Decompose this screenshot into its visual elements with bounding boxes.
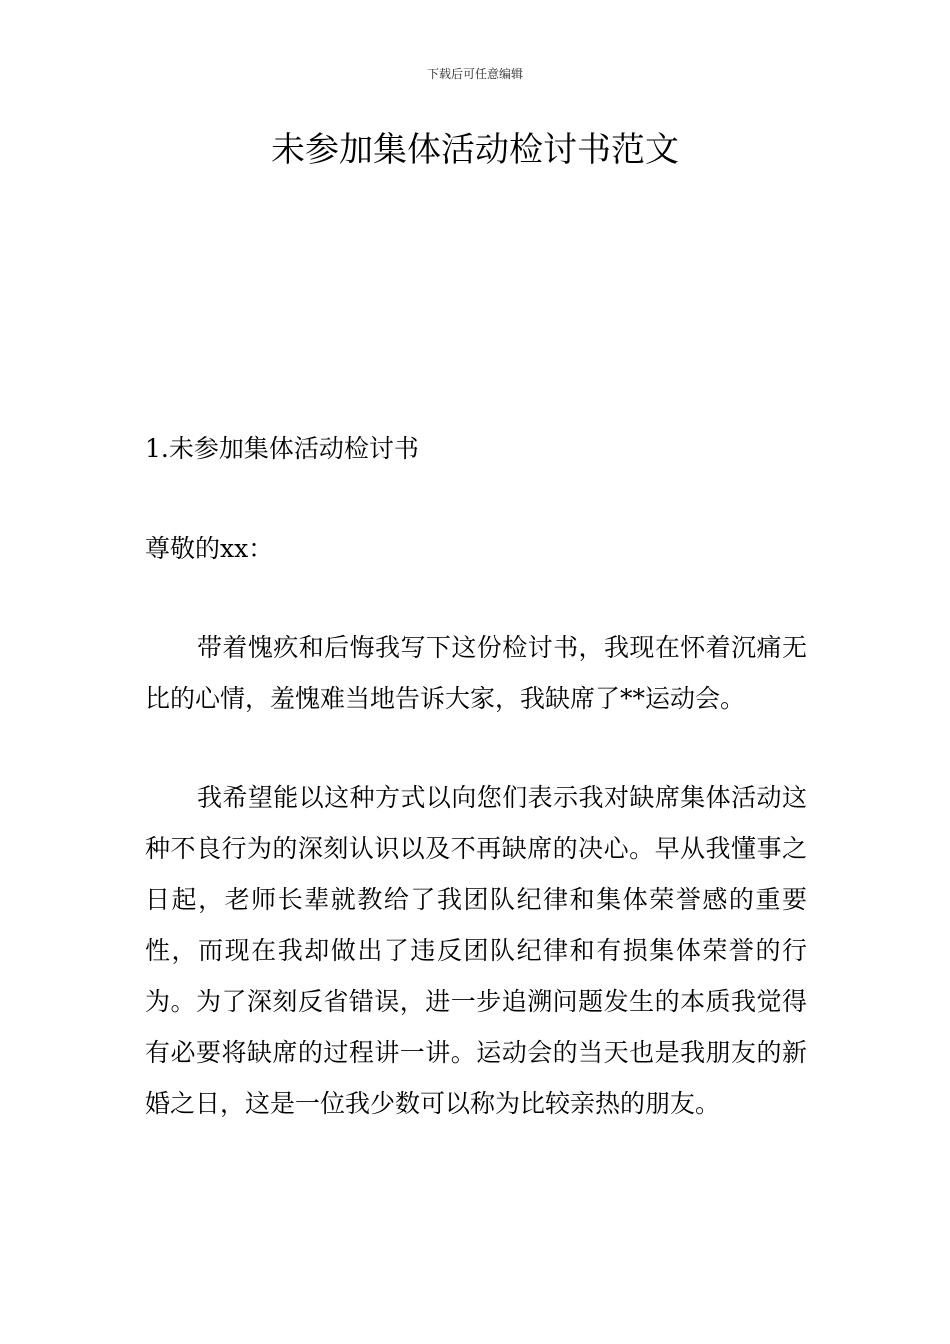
section-heading: 1.未参加集体活动检讨书	[145, 434, 419, 463]
body-paragraph-2: 我希望能以这种方式以向您们表示我对缺席集体活动这种不良行为的深刻认识以及不再缺席的决心。早从我懂事之日起，老师长辈就教给了我团队纪律和集体荣誉感的重要性，而现在我却做出了违反团队纪律和有损集体荣誉的行为。为了深刻反省错误，进一步追溯问题发生的本质我觉得有必要将缺席的过程讲一讲。运动会的当天也是我朋友的新婚之日，这是一位我少数可以称为比较亲热的朋友。	[145, 783, 807, 1118]
document-title: 未参加集体活动检讨书范文	[271, 130, 679, 170]
body-paragraph-1: 带着愧疚和后悔我写下这份检讨书，我现在怀着沉痛无比的心情，羞愧难当地告诉大家，我缺席了**运动会。	[145, 633, 807, 713]
salutation: 尊敬的xx：	[145, 534, 274, 563]
header-note: 下载后可任意编辑	[426, 67, 523, 81]
